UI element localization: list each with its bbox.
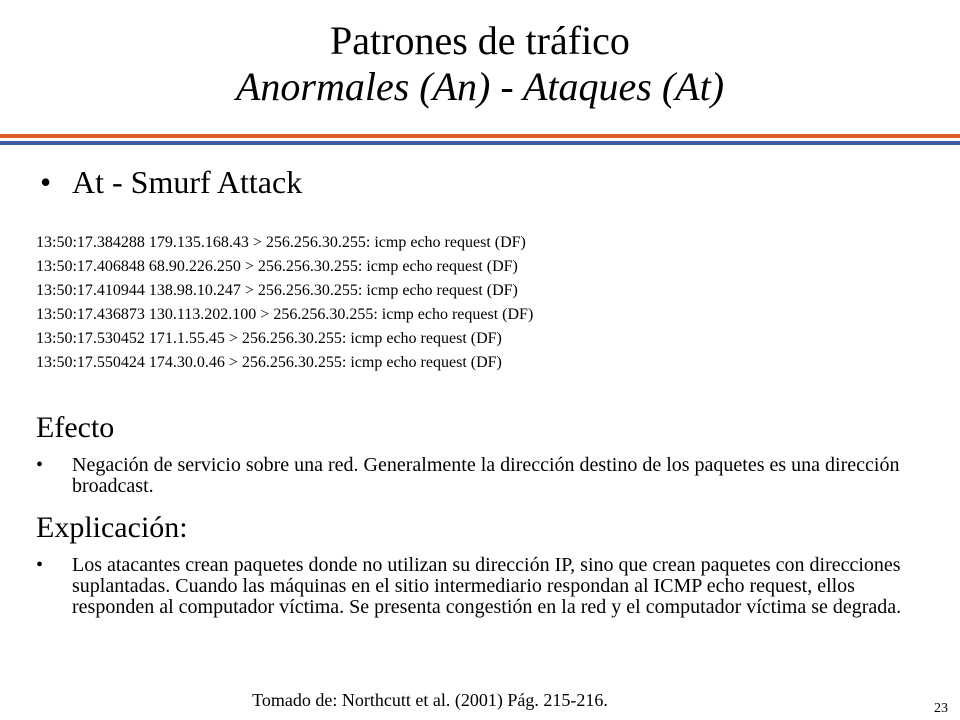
divider-blue bbox=[0, 141, 960, 145]
slide-title bbox=[0, 18, 960, 110]
main-bullet-text: At - Smurf Attack bbox=[72, 164, 303, 200]
effect-heading: Efecto bbox=[36, 411, 115, 444]
title-subtitle: Anormales (An) - Ataques (At) bbox=[235, 64, 725, 109]
source-citation: Tomado de: Northcutt et al. (2001) Pág. 215-216. bbox=[252, 690, 608, 710]
effect-text: Negación de servicio sobre una red. Generalmente la dirección destino de los paquetes es una dirección broadcast. bbox=[72, 454, 900, 497]
log-line: 13:50:17.550424 174.30.0.46 > 256.256.30.255: icmp echo request (DF) bbox=[36, 354, 502, 371]
explanation-heading: Explicación: bbox=[36, 511, 188, 544]
bullet-marker: • bbox=[36, 554, 44, 576]
log-line: 13:50:17.406848 68.90.226.250 > 256.256.30.255: icmp echo request (DF) bbox=[36, 258, 518, 275]
log-line: 13:50:17.530452 171.1.55.45 > 256.256.30.255: icmp echo request (DF) bbox=[36, 330, 502, 347]
divider-orange bbox=[0, 134, 960, 138]
bullet-marker: • bbox=[36, 454, 44, 476]
bullet-marker: • bbox=[40, 164, 52, 200]
main-bullet bbox=[40, 160, 302, 204]
title-main: Patrones de tráfico bbox=[330, 18, 630, 63]
page-number: 23 bbox=[934, 701, 948, 716]
log-line: 13:50:17.384288 179.135.168.43 > 256.256.30.255: icmp echo request (DF) bbox=[36, 234, 526, 251]
log-line: 13:50:17.436873 130.113.202.100 > 256.256.30.255: icmp echo request (DF) bbox=[36, 306, 534, 323]
explanation-paragraph bbox=[36, 555, 916, 618]
explanation-text: Los atacantes crean paquetes donde no utilizan su dirección IP, sino que crean paquetes con direcciones suplantadas. Cuando las máquinas en el sitio intermediario respondan al ICMP echo request, ellos responden al computador víctima. Se presenta congestión en la red y el computador víctima se degrada. bbox=[72, 554, 902, 618]
effect-paragraph bbox=[36, 455, 916, 497]
traffic-log bbox=[36, 231, 533, 375]
log-line: 13:50:17.410944 138.98.10.247 > 256.256.30.255: icmp echo request (DF) bbox=[36, 282, 518, 299]
